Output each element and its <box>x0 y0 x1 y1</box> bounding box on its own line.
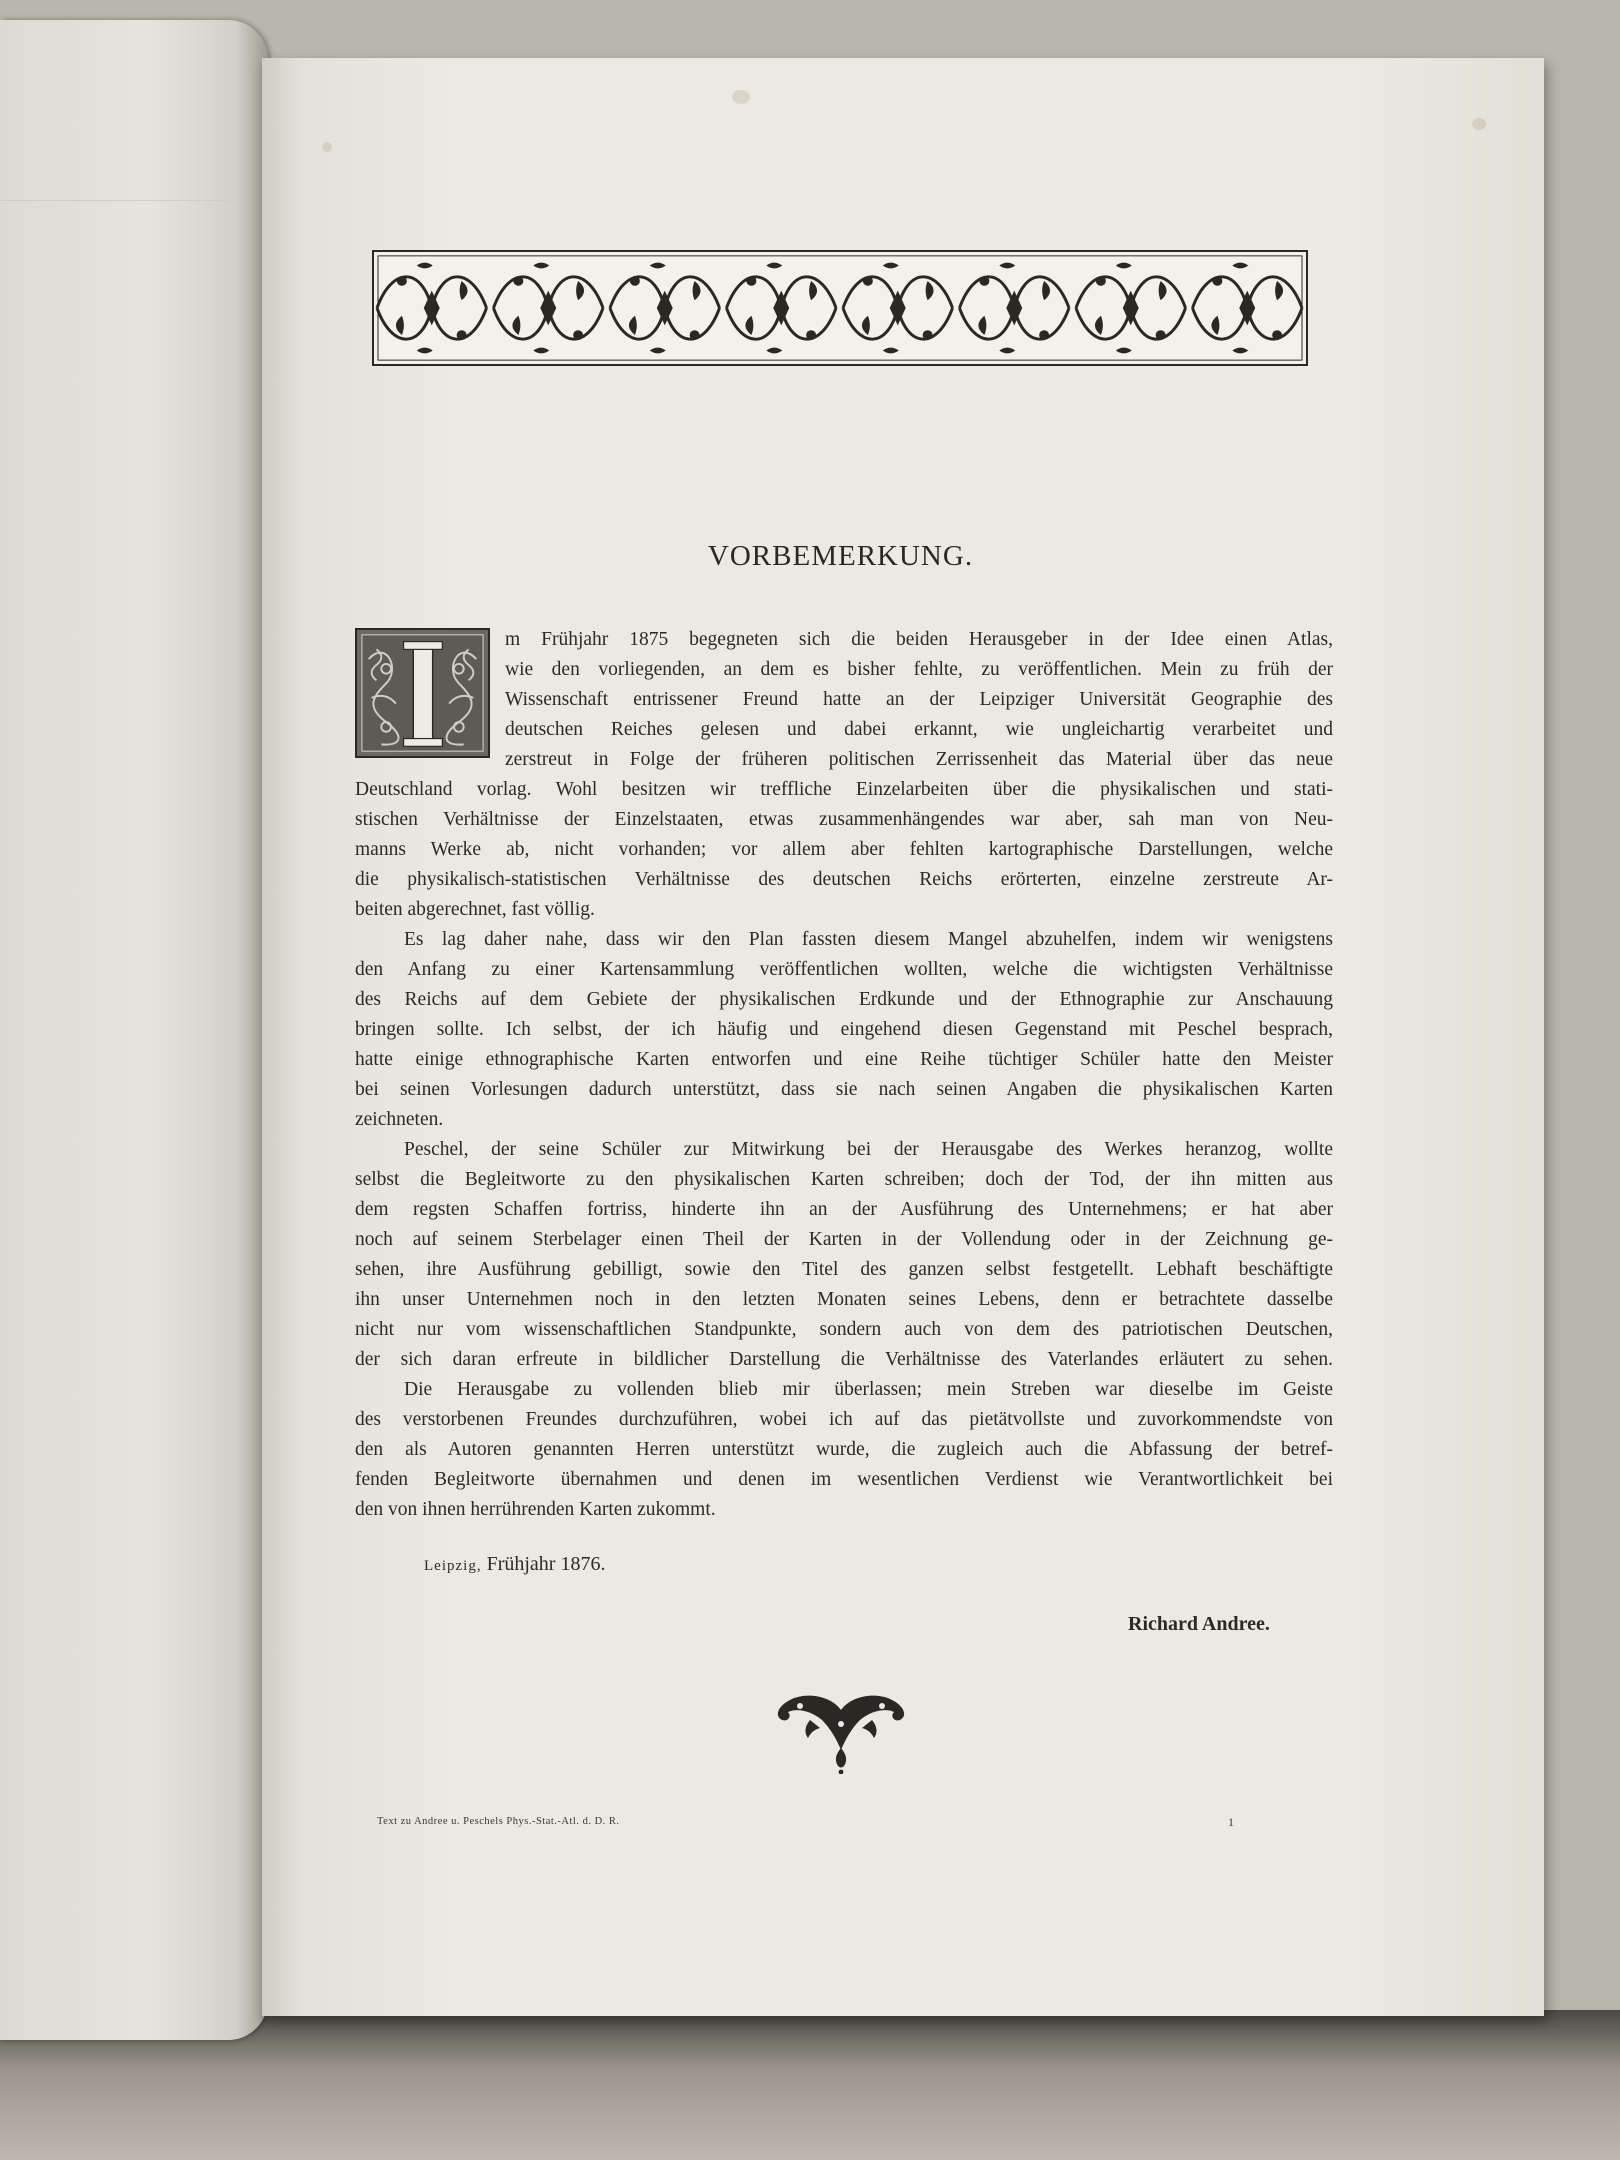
body-line: Deutschland vorlag. Wohl besitzen wir treffliche Einzelarbeiten über die physikalischen und stati- <box>355 779 1333 800</box>
page-number: 1 <box>1228 1815 1234 1829</box>
tailpiece-ornament <box>770 1690 912 1774</box>
body-line: fenden Begleitworte übernahmen und denen im wesentlichen Verdienst wie Verantwortlichkeit bei <box>355 1469 1333 1490</box>
body-line: bei seinen Vorlesungen dadurch unterstützt, dass sie nach seinen Angaben die physikalischen Karten <box>355 1079 1333 1100</box>
body-line: sehen, ihre Ausführung gebilligt, sowie den Titel des ganzen selbst festgetellt. Lebhaft beschäftigte <box>355 1259 1333 1280</box>
body-line: noch auf seinem Sterbelager einen Theil der Karten in der Vollendung oder in der Zeichnung ge- <box>355 1229 1333 1250</box>
body-line: Peschel, der seine Schüler zur Mitwirkung bei der Herausgabe des Werkes heranzog, wollte <box>404 1139 1333 1160</box>
body-line: des Reichs auf dem Gebiete der physikalischen Erdkunde und der Ethnographie zur Anschauung <box>355 989 1333 1010</box>
body-line: manns Werke ab, nicht vorhanden; vor allem aber fehlten kartographische Darstellungen, welche <box>355 839 1333 860</box>
body-line: den als Autoren genannten Herren unterstützt wurde, die zugleich auch die Abfassung der betref- <box>355 1439 1333 1460</box>
body-line: Es lag daher nahe, dass wir den Plan fassten diesem Mangel abzuhelfen, indem wir wenigstens <box>404 929 1333 950</box>
initial-ornament <box>357 630 488 756</box>
left-page <box>0 20 268 2040</box>
body-line: den Anfang zu einer Kartensammlung veröffentlichen wollten, welche die wichtigsten Verhältnisse <box>355 959 1333 980</box>
body-line: den von ihnen herrührenden Karten zukommt. <box>355 1499 716 1520</box>
body-line: beiten abgerechnet, fast völlig. <box>355 899 595 920</box>
body-line: m Frühjahr 1875 begegneten sich die beiden Herausgeber in der Idee einen Atlas, <box>505 629 1333 650</box>
body-line: Die Herausgabe zu vollenden blieb mir überlassen; mein Streben war dieselbe im Geiste <box>404 1379 1333 1400</box>
body-line: der sich daran erfreute in bildlicher Darstellung die Verhältnisse des Vaterlandes erläutert zu sehen. <box>355 1349 1333 1370</box>
foxing-spot <box>1472 118 1486 130</box>
footer-note: Text zu Andree u. Peschels Phys.-Stat.-Atl. d. D. R. <box>377 1816 620 1827</box>
body-line: ihn unser Unternehmen noch in den letzten Monaten seines Lebens, denn er betrachtete dasselbe <box>355 1289 1333 1310</box>
place-date-line <box>424 1553 605 1576</box>
place: Leipzig, <box>424 1558 482 1574</box>
ornament-pattern <box>374 252 1306 364</box>
body-line: zeichneten. <box>355 1109 444 1130</box>
signature: Richard Andree. <box>1128 1613 1270 1635</box>
decorated-initial <box>355 628 490 758</box>
body-line: dem regsten Schaffen fortriss, hinderte ihn an der Ausführung des Unternehmens; er hat aber <box>355 1199 1333 1220</box>
body-line: wie den vorliegenden, an dem es bisher fehlte, zu veröffentlichen. Mein zu früh der <box>505 659 1333 680</box>
body-line: bringen sollte. Ich selbst, der ich häufig und eingehend diesen Gegenstand mit Peschel besprach, <box>355 1019 1333 1040</box>
body-line: deutschen Reiches gelesen und dabei erkannt, wie ungleichartig verarbeitet und <box>505 719 1333 740</box>
body-line: nicht nur vom wissenschaftlichen Standpunkte, sondern auch von dem des patriotischen Deutschen, <box>355 1319 1333 1340</box>
foxing-spot <box>322 142 332 152</box>
body-line: des verstorbenen Freundes durchzuführen, wobei ich auf das pietätvollste und zuvorkommendste von <box>355 1409 1333 1430</box>
date: Frühjahr 1876. <box>486 1553 606 1575</box>
header-ornament-band <box>372 250 1308 366</box>
body-line: selbst die Begleitworte zu den physikalischen Karten schreiben; doch der Tod, der ihn mitten aus <box>355 1169 1333 1190</box>
body-line: Wissenschaft entrissener Freund hatte an der Leipziger Universität Geographie des <box>505 689 1333 710</box>
page-title: VORBEMERKUNG. <box>707 540 974 572</box>
page-fold-line <box>0 200 230 201</box>
body-line: zerstreut in Folge der früheren politischen Zerrissenheit das Material über das neue <box>505 749 1333 770</box>
body-line: stischen Verhältnisse der Einzelstaaten, etwas zusammenhängendes war aber, sah man von Neu- <box>355 809 1333 830</box>
body-line: die physikalisch-statistischen Verhältnisse des deutschen Reichs erörterten, einzelne zerstreute Ar- <box>355 869 1333 890</box>
foxing-spot <box>732 90 750 104</box>
body-line: hatte einige ethnographische Karten entworfen und eine Reihe tüchtiger Schüler hatte den Meister <box>355 1049 1333 1070</box>
